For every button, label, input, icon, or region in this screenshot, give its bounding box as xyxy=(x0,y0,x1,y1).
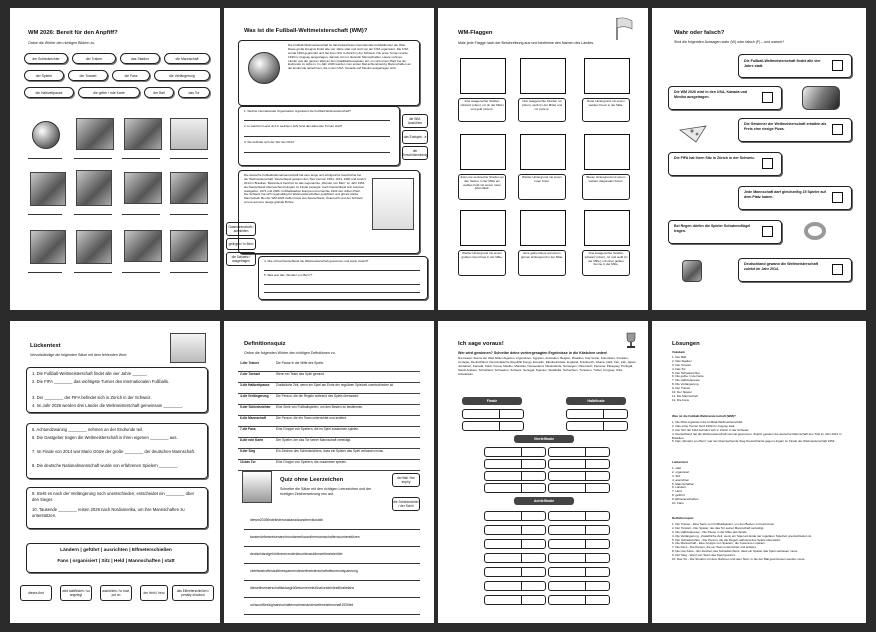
prediction-box[interactable] xyxy=(484,525,546,535)
answer-line xyxy=(244,120,390,121)
solution-item: 5. Der Schiedsrichter xyxy=(672,370,701,375)
solution-item: 2. organisiert xyxy=(672,469,690,474)
instruction: Wer wird gewinnen? Schreibe deine vorhergesagten Ergebnisse in die Kästchen unten! xyxy=(458,351,608,355)
prediction-box[interactable] xyxy=(484,483,546,493)
term: 9.der Sieg xyxy=(240,449,256,453)
prediction-box[interactable] xyxy=(484,581,546,591)
prediction-box[interactable] xyxy=(548,447,610,457)
statement-text: Bei Regen dürfen die Spieler Schwimmflügel tragen. xyxy=(674,224,751,233)
solution-item: 5. Der Schiedsrichter - Die Person, die die Regeln während des Spiels überwacht. xyxy=(672,537,781,542)
glossary-box: Gastmannschaft / ausrichten xyxy=(226,222,256,236)
glossary-box: die Schweiz / ausgetragen xyxy=(226,252,256,266)
definition-row xyxy=(238,372,420,383)
solution-item: 4. Das Tor xyxy=(672,366,686,371)
glossary-box: der Torschützenkönig xyxy=(402,146,428,160)
no-space-sentence: diewm2026findetinderusakanadaundmexikostatt xyxy=(250,518,323,522)
answer-line xyxy=(244,546,420,547)
stadium-photo xyxy=(76,118,114,150)
solution-item: 3. Die Halbzeitpause - Die Pause in der Mitte des Spiels. xyxy=(672,529,748,534)
prediction-box[interactable] xyxy=(548,581,610,591)
word-pill: die Verlängerung xyxy=(154,70,210,81)
flag-drawing-box xyxy=(460,210,506,246)
sentence: 8. Die deutsche Nationalmannschaft wurde von erfahrenen Spielern ________. xyxy=(32,463,179,468)
solution-item: 4. ausrichten xyxy=(672,477,690,482)
swim-ring-icon xyxy=(804,222,826,240)
solution-list xyxy=(672,421,848,444)
flag-drawing-box xyxy=(520,210,566,246)
solution-item: 9. Elfmeterschießen xyxy=(672,497,699,502)
term: 4.die Verlängerung xyxy=(240,394,269,398)
answer-line xyxy=(74,214,112,215)
flag-description: Eine gelbe Raute auf einem grünen Hintergrund in der Mitte. xyxy=(518,250,566,276)
solution-item: 7. Die Fans - Die Person, die ein Team unterrichtet und anleitet. xyxy=(672,545,757,550)
prediction-box[interactable] xyxy=(484,553,546,563)
answer-line xyxy=(244,563,420,564)
word-pill: die gelbe / rote Karte xyxy=(78,87,140,98)
prediction-box[interactable] xyxy=(548,525,610,535)
prediction-box[interactable] xyxy=(548,595,610,605)
solution-item: 6. Die Mannschaft - Eine Gruppe von Spielern, die zusammen spielen. xyxy=(672,541,766,546)
trophy-icon xyxy=(624,331,638,349)
sentence: 6. Die Gastgeber tragen die Weltmeisterschaft in ihren eigenen ________ aus. xyxy=(32,435,178,440)
solution-item: 4. Die Verlängerung - Zusätzliche Zeit, wenn ein Spiel am Ende der regulären Spielzeit unentschieden ist. xyxy=(672,533,813,538)
glossary-box: dieses Amt xyxy=(20,585,52,601)
definition: Wenn ein Team das Spiel gewinnt. xyxy=(276,372,325,376)
sentence: 5. Achtundzwanzig ________ nehmen an der Endrunde teil. xyxy=(32,427,144,432)
flag-description: Drei waagerechte Streifen schwarz (oben), rot (in der Mitte) und gold (unten). xyxy=(458,98,506,122)
extra-time-photo xyxy=(124,230,162,262)
worksheet-page-true-false xyxy=(652,8,866,310)
word-pill: der Ball xyxy=(144,87,174,98)
germany-text: Die deutsche Fußballnationalmannschaft hat eine lange und erfolgreiche Geschichte bei der Weltmeisterschaft. Deutschland gewann den Titel viermal: 1954, 1974, 1990 und zuletzt 2014 in Brasilien. Besonders berühmt ist das sogenannte „Wunder von Bern“ im Jahr 1954, als Deutschland überraschend Ungarn im Finale besiegte. Auch Deutschland war zweimal Gastgeber: 1974 und 2006. Fußballstadion Europa und erreichte 1934 den dritten Platz. Die Schweiz hat sich regelmäßig für Weltmeisterschaften qualifiziert und gilt als starke Mannschaft. Bei der WM 2026 treffen Fans aus Deutschland, Österreich und der Schweiz erneut auf eine riesige globale Bühne. xyxy=(244,173,366,205)
section-heading: Vokabeln xyxy=(672,350,686,354)
flag-description: Weißer Hintergrund mit einem roten Kreis. xyxy=(518,174,566,200)
solution-list xyxy=(672,356,792,403)
kicking-player-photo xyxy=(76,230,112,264)
flag-description: Drei waagerechte Streifen rot (oben), weiß (in der Mitte) und rot (unten). xyxy=(518,98,566,122)
team-list: Die besten Teams der Welt bilden Algerien, Argentinien, Ägypten, Australien, Belgien, Brasilien, Kap Verde, Kolumbien, Kroatien, Curaçao, Deutschland, Demokratische Republik Kongo, Ecuador, Elfenbeinküste, England, Frankreich, Ghana, Haiti, Iran, Irak, Japan, Jordanien, Kanada, Katar, Korea, Mexiko, Marokko, Neuseeland, Niederlande, Norwegen, Österreich, Panama, Paraguay, Portugal, Saudi-Arabien, Schottland, Schweden, Schweiz, Senegal, Spanien, Südafrika, Tschechien, Tunesien, Türkei, Uruguay, USA, Usbekistan xyxy=(458,356,637,376)
prediction-box[interactable] xyxy=(484,511,546,521)
prediction-box[interactable] xyxy=(462,421,524,431)
true-false-checkbox[interactable] xyxy=(832,60,843,71)
no-space-sentence: dieweltmeisterschaftistdasgrößteturnierimfußballundeinfestfürallefans xyxy=(250,586,355,590)
answer-line xyxy=(264,270,420,271)
flag-drawing-box xyxy=(584,58,630,94)
answer-line xyxy=(74,158,112,159)
solution-item: 3. Der Torwart xyxy=(672,362,691,367)
answer-line xyxy=(170,158,208,159)
worksheet-page-prediction xyxy=(438,321,648,623)
answer-line xyxy=(244,580,420,581)
section-instruction: Schreibe die Sätze mit den richtigen Leerzeichen und der richtigen Zeichensetzung neu auf. xyxy=(280,487,372,496)
word-pill: der Torwart xyxy=(68,70,108,81)
statement-text: Jede Mannschaft darf gleichzeitig 15 Spieler auf dem Platz haben. xyxy=(744,190,826,199)
solution-item: 10. Fans xyxy=(672,501,684,506)
solution-list xyxy=(672,467,792,506)
instruction: Sind die folgenden Aussagen wahr (W) oder falsch (F) – und warum? xyxy=(674,40,785,44)
answer-line xyxy=(122,214,160,215)
section-heading: Lückentext xyxy=(672,460,688,464)
prediction-box[interactable] xyxy=(484,447,546,457)
sentence: 2. Die FIFA ________ das wichtigste Turnier des internationalen Fußballs. xyxy=(32,379,170,384)
true-false-checkbox[interactable] xyxy=(832,192,843,203)
definition-row xyxy=(238,405,420,416)
solution-item: 10. Der Spieler xyxy=(672,390,693,395)
football-icon xyxy=(32,121,60,149)
prediction-box[interactable] xyxy=(566,421,628,431)
answer-line xyxy=(264,292,420,293)
flag-description: Roter Hintergrund mit einem weißen Kreuz in der Mitte. xyxy=(582,98,630,122)
worksheet-page-flags xyxy=(438,8,648,310)
answer-line xyxy=(244,614,420,615)
term: 8.die rote Karte xyxy=(240,438,264,442)
glossary-box: das Elfmeterschießen / penalty shootout xyxy=(172,585,214,601)
goal-net-image xyxy=(170,333,206,363)
prediction-box[interactable] xyxy=(548,459,610,469)
true-false-checkbox[interactable] xyxy=(762,158,773,169)
flag-drawing-box xyxy=(584,210,630,246)
no-space-sentence: deutschlandgehörtimmerzudenfavoritenaufdenweltmeistertitel xyxy=(250,552,343,556)
question-4: 4. Wie oft hat Deutschland die Weltmeisterschaft gewonnen und wann zuletzt? xyxy=(264,259,369,263)
flag-drawing-box xyxy=(460,134,506,170)
solution-item: 5. Das „Wunder von Bern“ war der überraschende Sieg Deutschlands gegen Ungarn im Finale der Weltmeisterschaft 1954. xyxy=(672,439,836,444)
no-space-sentence: ochsundfünfzigmannschaftennahmenanderweltmeisterschaft1930teil xyxy=(250,603,354,607)
pizza-icon xyxy=(678,124,708,144)
red-card-photo xyxy=(76,170,112,206)
prediction-box[interactable] xyxy=(484,567,546,577)
solution-item: 1. statt xyxy=(672,466,682,470)
solution-item: 6. Die gelbe / rote Karte xyxy=(672,374,704,379)
word-pill: die Halbzeitpause xyxy=(24,87,74,98)
goalkeeper-photo xyxy=(124,118,162,150)
word-pill: das Tor xyxy=(178,87,210,98)
flag-description: Weißer Hintergrund mit einem großen roten Kreis in der Mitte. xyxy=(458,250,506,276)
statement-text: Die Gewinner der Weltmeisterschaft erhalten als Preis eine riesige Pizza. xyxy=(744,122,827,131)
word-pill: das Stadion xyxy=(120,53,160,64)
prediction-box[interactable] xyxy=(462,409,524,419)
answer-line xyxy=(244,152,390,153)
prediction-box[interactable] xyxy=(548,539,610,549)
answer-line xyxy=(170,272,208,273)
word-pill: der Spieler xyxy=(24,70,64,81)
solution-item: 7. Die Halbzeitpause xyxy=(672,378,700,383)
definition-row xyxy=(238,383,420,394)
solution-item: 3. Sitz xyxy=(672,473,681,478)
statement-text: Die FIFA hat ihren Sitz in Zürich in der Schweiz. xyxy=(674,156,755,160)
page-title: Definitionsquiz xyxy=(244,341,286,347)
term: 10.das Tor xyxy=(240,460,256,464)
instruction: Ordne die Wörter den richtigen Bildern zu. xyxy=(28,41,96,45)
term: 2.der Torwart xyxy=(240,372,260,376)
definition: Eine Serie von Fußballspielen, um den Besten zu bestimmen. xyxy=(276,405,364,409)
section-heading: Was ist die Fußball-Weltmeisterschaft (WM)? xyxy=(672,414,736,418)
solution-item: 9. Der Sieg - Wenn ein Team das Spiel gewinnt. xyxy=(672,553,736,558)
flag-description: Drei waagerechte Streifen schwarz (oben), rot und weiß (in der Mitte), mit einer gelben Sonne in der Mitte. xyxy=(582,250,630,276)
solution-item: 6. Ländern xyxy=(672,485,687,490)
definition: Die Pause in der Mitte des Spiels. xyxy=(276,361,324,365)
solution-item: 10. Das Tor - Die Struktur mit dem Rahmen und dem Netz, in die der Ball geschossen werden muss. xyxy=(672,557,806,562)
answer-line xyxy=(244,136,390,137)
glossary-box: die WM-Ausrichter xyxy=(402,114,428,128)
definition-row xyxy=(238,361,420,372)
football-icon xyxy=(248,52,280,84)
prediction-box[interactable] xyxy=(484,471,546,481)
semifinal-label: Halbfinale xyxy=(566,397,626,405)
solution-item: 5. Mannschaften xyxy=(672,481,695,486)
flag-description: Blauer Hintergrund mit einem weißen diagonalen Kreuz. xyxy=(582,174,630,200)
definition-row xyxy=(238,427,420,438)
glossary-box: ausrichten / to host, put on xyxy=(100,585,132,601)
final-label: Finale xyxy=(462,397,522,405)
prediction-box[interactable] xyxy=(548,567,610,577)
definition: Die Person, die ein Team unterrichtet und anleitet. xyxy=(276,416,347,420)
glossary-box: der Held / hero xyxy=(140,585,168,601)
answer-line xyxy=(244,597,420,598)
true-false-checkbox[interactable] xyxy=(762,226,773,237)
sentence: 9. Steht es nach der Verlängerung noch unentschieden, entscheidet ein ________ über den Sieger. xyxy=(32,491,195,502)
sentence: 4. Im Jahr 2026 werden drei Länder die Weltmeisterschaft gemeinsam ________. xyxy=(32,403,184,408)
solution-item: 1. Der Ball xyxy=(672,355,687,359)
worksheet-page-solutions xyxy=(652,321,866,623)
word-pill: der Schiedsrichter xyxy=(24,53,68,64)
prediction-box[interactable] xyxy=(548,511,610,521)
sentence: 10. Tausende ________ reisen 2026 nach Nordamerika, um ihre Mannschaften zu unterstützen. xyxy=(32,507,185,518)
glossary-box: das Endspiel, -e xyxy=(402,130,428,144)
prediction-box[interactable] xyxy=(548,483,610,493)
player-photo xyxy=(124,172,162,204)
true-false-checkbox[interactable] xyxy=(762,92,773,103)
solution-item: 11. Die Mannschaft xyxy=(672,393,698,398)
sentence: 7. Im Finale von 2014 war Mario Götze der große ________ der deutschen Mannschaft. xyxy=(32,449,195,454)
worksheet-page-wm-info xyxy=(224,8,434,310)
statement-text: Die Fußball-Weltmeisterschaft findet alle vier Jahre statt. xyxy=(744,59,821,68)
prediction-box[interactable] xyxy=(484,539,546,549)
definition: Die Person, die die Regeln während des Spiels überwacht. xyxy=(276,394,360,398)
solution-item: 2. Das Stadion xyxy=(672,358,692,363)
answer-line xyxy=(28,214,62,215)
page-title: Wahr oder falsch? xyxy=(674,30,725,36)
solution-item: 12. Die Fans xyxy=(672,397,690,402)
solution-item: 1. Die FIFA organisiert die Fußball-Weltmeisterschaft. xyxy=(672,420,743,424)
worksheet-page-vocabulary xyxy=(10,8,220,310)
definition: Ein Zeichen des Schiedsrichters, dass ein Spieler das Spiel verlassen muss. xyxy=(276,449,384,453)
instruction: Ordne die folgenden Wörter den richtigen Definitionen zu. xyxy=(244,351,336,355)
word-pill: die Mannschaft xyxy=(164,53,210,64)
term: 6.die Mannschaft xyxy=(240,416,266,420)
glossary-box: der Ball / the trophy xyxy=(392,473,420,487)
goal-photo xyxy=(170,118,208,150)
solution-item: 1. Der Trainer - Eine Serie von Fußballspielen, um den Besten zu bestimmen. xyxy=(672,522,776,526)
answer-line xyxy=(244,529,420,530)
answer-line xyxy=(122,158,160,159)
term: 3.die Halbzeitpause xyxy=(240,383,270,387)
true-false-checkbox[interactable] xyxy=(832,124,843,135)
flag-icon xyxy=(614,16,634,40)
answer-line xyxy=(74,272,112,273)
true-false-checkbox[interactable] xyxy=(832,264,843,275)
glossary-box: wird stattfinden / so angelegt xyxy=(60,585,92,601)
team-photo xyxy=(170,230,208,262)
football-boot-image xyxy=(802,86,840,110)
definition-row xyxy=(238,460,420,471)
flag-description: Zwei rote senkrechte Streifen an den Seiten, in der Mitte ein weißes Feld mit einem roten Ahornblatt. xyxy=(458,174,506,200)
flag-drawing-box xyxy=(520,58,566,94)
solution-item: 3. Der Sitz der FIFA befindet sich in Zürich in der Schweiz. xyxy=(672,427,750,432)
worksheet-page-definitions xyxy=(224,321,434,623)
player-kick-image xyxy=(372,178,414,230)
solution-item: 2. Der Torwart - Der Spieler, der das Tor seiner Mannschaft verteidigt. xyxy=(672,525,765,530)
definition-row xyxy=(238,416,420,427)
question-2: 2. In welchem Land und in welchem Jahr fand das allererste Turnier statt? xyxy=(244,124,343,128)
prediction-box[interactable] xyxy=(548,553,610,563)
definition: Der Spieler, der das Tor seiner Mannschaft verteidigt. xyxy=(276,438,352,442)
goalkeeper-dive-image xyxy=(242,471,272,503)
quarterfinal-label: Viertelfinale xyxy=(514,435,574,443)
coach-photo xyxy=(30,230,66,264)
definition-row xyxy=(238,394,420,405)
definition-row xyxy=(238,449,420,460)
solution-item: 8. Die rote Karte - Ein Zeichen des Schiedsrichters, dass ein Spieler das Spiel verlassen muss. xyxy=(672,549,799,554)
page-title: Lösungen xyxy=(672,341,700,347)
sentence: 1. Die Fußball-Weltmeisterschaft findet alle vier Jahre ______. xyxy=(32,371,148,376)
intro-text: Die Fußball-Weltmeisterschaft ist das bekannteste internationale Fußballturnier der Welt. Diese große Ereignis findet alle vier Jahre statt und wird von der FIFA organisiert. Die FIFA wurde 1904 gegründet und hat ihren Sitz in Zürich in der Schweiz. Die erste Turnier wurde 1930 in Uruguay ausgetragen, damals mit nur dreizehn Mannschaften. Heute nehmen Länder aus der ganzen Welt an den Qualifikationsspielen teil, um sich einen Platz bei der Endrunde zu sichern. Im Jahr 2026 werden zum ersten Mal achtundvierzig Mannschaften an der Endrunde teilnehmen, die in den USA, Kanada und Mexiko ausgetragen wird. xyxy=(288,43,411,71)
round-of-16-label: Achtelfinale xyxy=(514,497,574,505)
solution-item: 7. Held xyxy=(672,489,682,494)
answer-line xyxy=(170,214,208,215)
prediction-box[interactable] xyxy=(548,471,610,481)
statement-text: Deutschland gewann die Weltmeisterschaft zuletzt im Jahr 2014. xyxy=(744,262,819,271)
no-space-sentence: vielefanshoffenaufeinespannendeweltmeisterschaftmittoreundspannung xyxy=(250,569,358,573)
flag-drawing-box xyxy=(520,134,566,170)
answer-line xyxy=(264,284,420,285)
solution-item: 8. geführt xyxy=(672,493,685,498)
word-bank-line: Fans | organisiert | Sitz | Held | Mannschaften | statt xyxy=(57,559,175,564)
section-heading: Definitionsquiz xyxy=(672,516,694,520)
question-5: 5. Was war das „Wunder von Bern“? xyxy=(264,273,313,277)
page-title: Was ist die Fußball-Weltmeisterschaft (WM)? xyxy=(244,28,368,34)
glossary-box: gelingen / in Bern xyxy=(226,238,256,250)
term: 7.die Fans xyxy=(240,427,256,431)
flag-drawing-box xyxy=(460,58,506,94)
definition-row xyxy=(238,438,420,449)
no-space-sentence: tausendefansreisenanchnordamerikaumihremannschaftenzuunterstützen xyxy=(250,535,360,539)
definition: Eine Gruppe von Spielern, die zusammen spielen. xyxy=(276,460,347,464)
fans-photo xyxy=(170,172,208,204)
page-title: WM-Flaggen xyxy=(458,30,493,36)
sentence: 3. Der ________ der FIFA befindet sich in Zürich in der Schweiz. xyxy=(32,395,152,400)
referee-photo xyxy=(30,172,66,206)
prediction-box[interactable] xyxy=(566,409,628,419)
solution-item: 8. Die Verlängerung xyxy=(672,382,699,387)
page-title: Ich sage voraus! xyxy=(458,341,504,347)
word-pill: der Trainer xyxy=(72,53,116,64)
instruction: Male jede Flagge nach der Beschreibung aus und bestimme den Namen des Landes. xyxy=(458,41,595,45)
worksheet-page-gap-text xyxy=(10,321,220,623)
page-title: Lückentext xyxy=(30,343,61,349)
term: 1.der Trainer xyxy=(240,361,260,365)
solution-list xyxy=(672,523,848,562)
answer-line xyxy=(122,272,160,273)
instruction: Vervollständige die folgenden Sätze mit dem fehlenden Wort. xyxy=(30,353,128,357)
question-3: 3. Wo befindet sich der Sitz der FIFA? xyxy=(244,140,295,144)
definition: Zusätzliche Zeit, wenn ein Spiel am Ende der regulären Spielzeit unentschieden ist. xyxy=(276,383,394,387)
term: 5.der Schiedsrichter xyxy=(240,405,271,409)
prediction-box[interactable] xyxy=(484,459,546,469)
whistle-image xyxy=(682,260,702,282)
definition: Eine Gruppe von Spielern, die im Spiel zusammen spielen. xyxy=(276,427,360,431)
solution-item: 2. Das erste Turnier fand 1930 in Uruguay statt. xyxy=(672,423,736,428)
answer-line xyxy=(28,272,62,273)
solution-item: 4. Deutschland hat die Weltmeisterschaft viermal gewonnen. Zuletzt gewann die deutsche Mannschaft den Titel im Jahr 2014 in Brasilien. xyxy=(672,431,842,440)
page-title: WM 2026: Bereit für den Anpfiff? xyxy=(28,30,118,36)
word-pill: die Fans xyxy=(112,70,150,81)
question-1: 1. Welche internationale Organisation organisiert die Fußball-Weltmeisterschaft? xyxy=(244,109,351,113)
section-title: Quiz ohne Leerzeichen xyxy=(280,477,344,483)
prediction-box[interactable] xyxy=(484,595,546,605)
glossary-box: die Schiedsrichter / der Schiri xyxy=(392,497,420,511)
statement-text: Die WM 2026 wird in den USA, Kanada und Mexiko ausgetragen. xyxy=(674,90,748,99)
flag-drawing-box xyxy=(584,134,630,170)
word-bank-line: Ländern | geführt | ausrichten | Elfmeterschießen xyxy=(60,548,172,553)
answer-line xyxy=(28,158,62,159)
solution-item: 9. Der Trainer xyxy=(672,386,691,391)
